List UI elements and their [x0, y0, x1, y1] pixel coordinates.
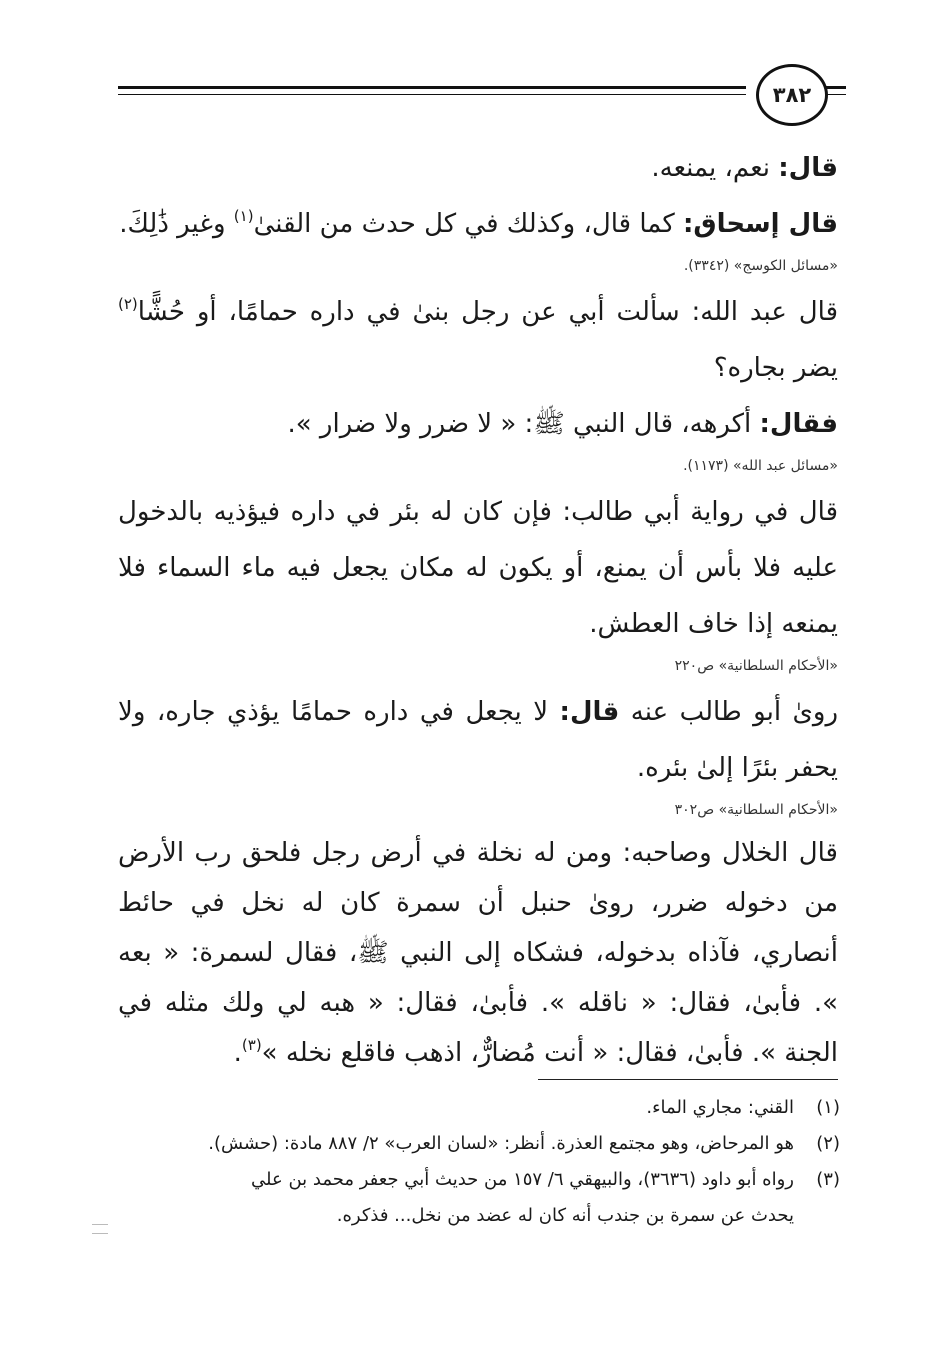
footnote-number: (١) [816, 1097, 840, 1118]
header-rule-right [826, 86, 846, 89]
paragraph-4 [118, 396, 838, 452]
page-body [118, 140, 838, 1078]
paragraph-6 [118, 684, 838, 796]
footnote-ref-2[interactable]: (٢) [118, 295, 138, 313]
paragraph-1 [118, 140, 838, 196]
footnote-2 [118, 1126, 840, 1162]
footnote-3 [118, 1162, 840, 1198]
footnote-number: (٣) [816, 1169, 840, 1190]
paragraph-text-tail: . [233, 1038, 242, 1068]
paragraph-text: كما قال، وكذلك في كل حدث من القنىٰ [253, 209, 683, 239]
paragraph-text: قال الخلال وصاحبه: ومن له نخلة في أرض رجل فلحق رب الأرض من دخوله ضرر، روىٰ حنبل أن سمرة كان له نخل في حائط أنصاري، فآذاه بدخوله، فشكاه إلى النبي ﷺ، فقال لسمرة: « بعه ». فأبىٰ، فقال: « ناقله ». فأبىٰ، فقال: « هبه لي ولك مثله في الجنة ». فأبىٰ، فقال: « أنت مُضارٌّ، اذهب فاقلع نخله » [118, 838, 838, 1068]
footnote-text: القني: مجاري الماء. [646, 1097, 794, 1118]
page-header [118, 64, 846, 144]
footnote-number: (٢) [816, 1133, 840, 1154]
footnote-ref-3[interactable]: (٣) [241, 1036, 262, 1054]
paragraph-text: نعم، يمنعه. [651, 153, 779, 183]
speaker-label: فقال: [759, 409, 838, 439]
footnote-separator [538, 1079, 838, 1080]
paragraph-text: لا يجعل في داره حمامًا يؤذي جاره، ولا يحفر بئرًا إلىٰ بئره. [118, 697, 838, 783]
footnote-text: رواه أبو داود (٣٦٣٦)، والبيهقي ٦/ ١٥٧ من حديث أبي جعفر محمد بن علي [251, 1169, 794, 1190]
header-rule-right-thin [826, 94, 846, 95]
speaker-label: قال إسحاق: [682, 209, 838, 239]
paragraph-text-tail: وغير ذَٰلِكَ. [119, 209, 234, 239]
paragraph-text-tail: يضر بجاره؟ [713, 353, 838, 383]
paragraph-text: قال في رواية أبي طالب: فإن كان له بئر في داره فيؤذيه بالدخول عليه فلا بأس أن يمنع، أو يكون له مكان يجعل فيه ماء السماء فلا يمنعه إذا خاف العطش. [118, 497, 838, 639]
paragraph-5 [118, 484, 838, 652]
source-citation-3: «الأحكام السلطانية» ص٢٢٠ [674, 658, 838, 674]
paragraph-2 [118, 196, 838, 252]
paragraph-text: قال عبد الله: سألت أبي عن رجل بنىٰ في داره حمامًا، أو حُشًّا [137, 297, 838, 327]
header-rule [118, 86, 746, 89]
paragraph-text-pre: روىٰ أبو طالب عنه [619, 697, 838, 727]
scan-edge-mark [92, 1224, 108, 1234]
source-citation-2: «مسائل عبد الله» (١١٧٣). [683, 458, 838, 474]
footnotes [118, 1090, 840, 1234]
paragraph-3 [118, 284, 838, 396]
source-citation-1: «مسائل الكوسج» (٣٣٤٢). [683, 258, 838, 274]
paragraph-7 [118, 828, 838, 1078]
footnote-ref-1[interactable]: (١) [233, 207, 254, 225]
speaker-label: قال: [778, 153, 838, 183]
footnote-text: يحدث عن سمرة بن جندب أنه كان له عضد من نخل... فذكره. [336, 1205, 794, 1226]
page-number: ٣٨٢ [756, 64, 828, 126]
source-citation-4: «الأحكام السلطانية» ص٣٠٢ [674, 802, 838, 818]
paragraph-text: أكرهه، قال النبي ﷺ: « لا ضرر ولا ضرار ». [287, 409, 760, 439]
header-rule-thin [118, 94, 746, 95]
footnote-1 [118, 1090, 840, 1126]
footnote-text: هو المرحاض، وهو مجتمع العذرة. أنظر: «لسان العرب» ٢/ ٨٨٧ مادة: (حشش). [208, 1133, 794, 1154]
footnote-3-continuation [118, 1198, 840, 1234]
speaker-label: قال: [559, 697, 620, 727]
